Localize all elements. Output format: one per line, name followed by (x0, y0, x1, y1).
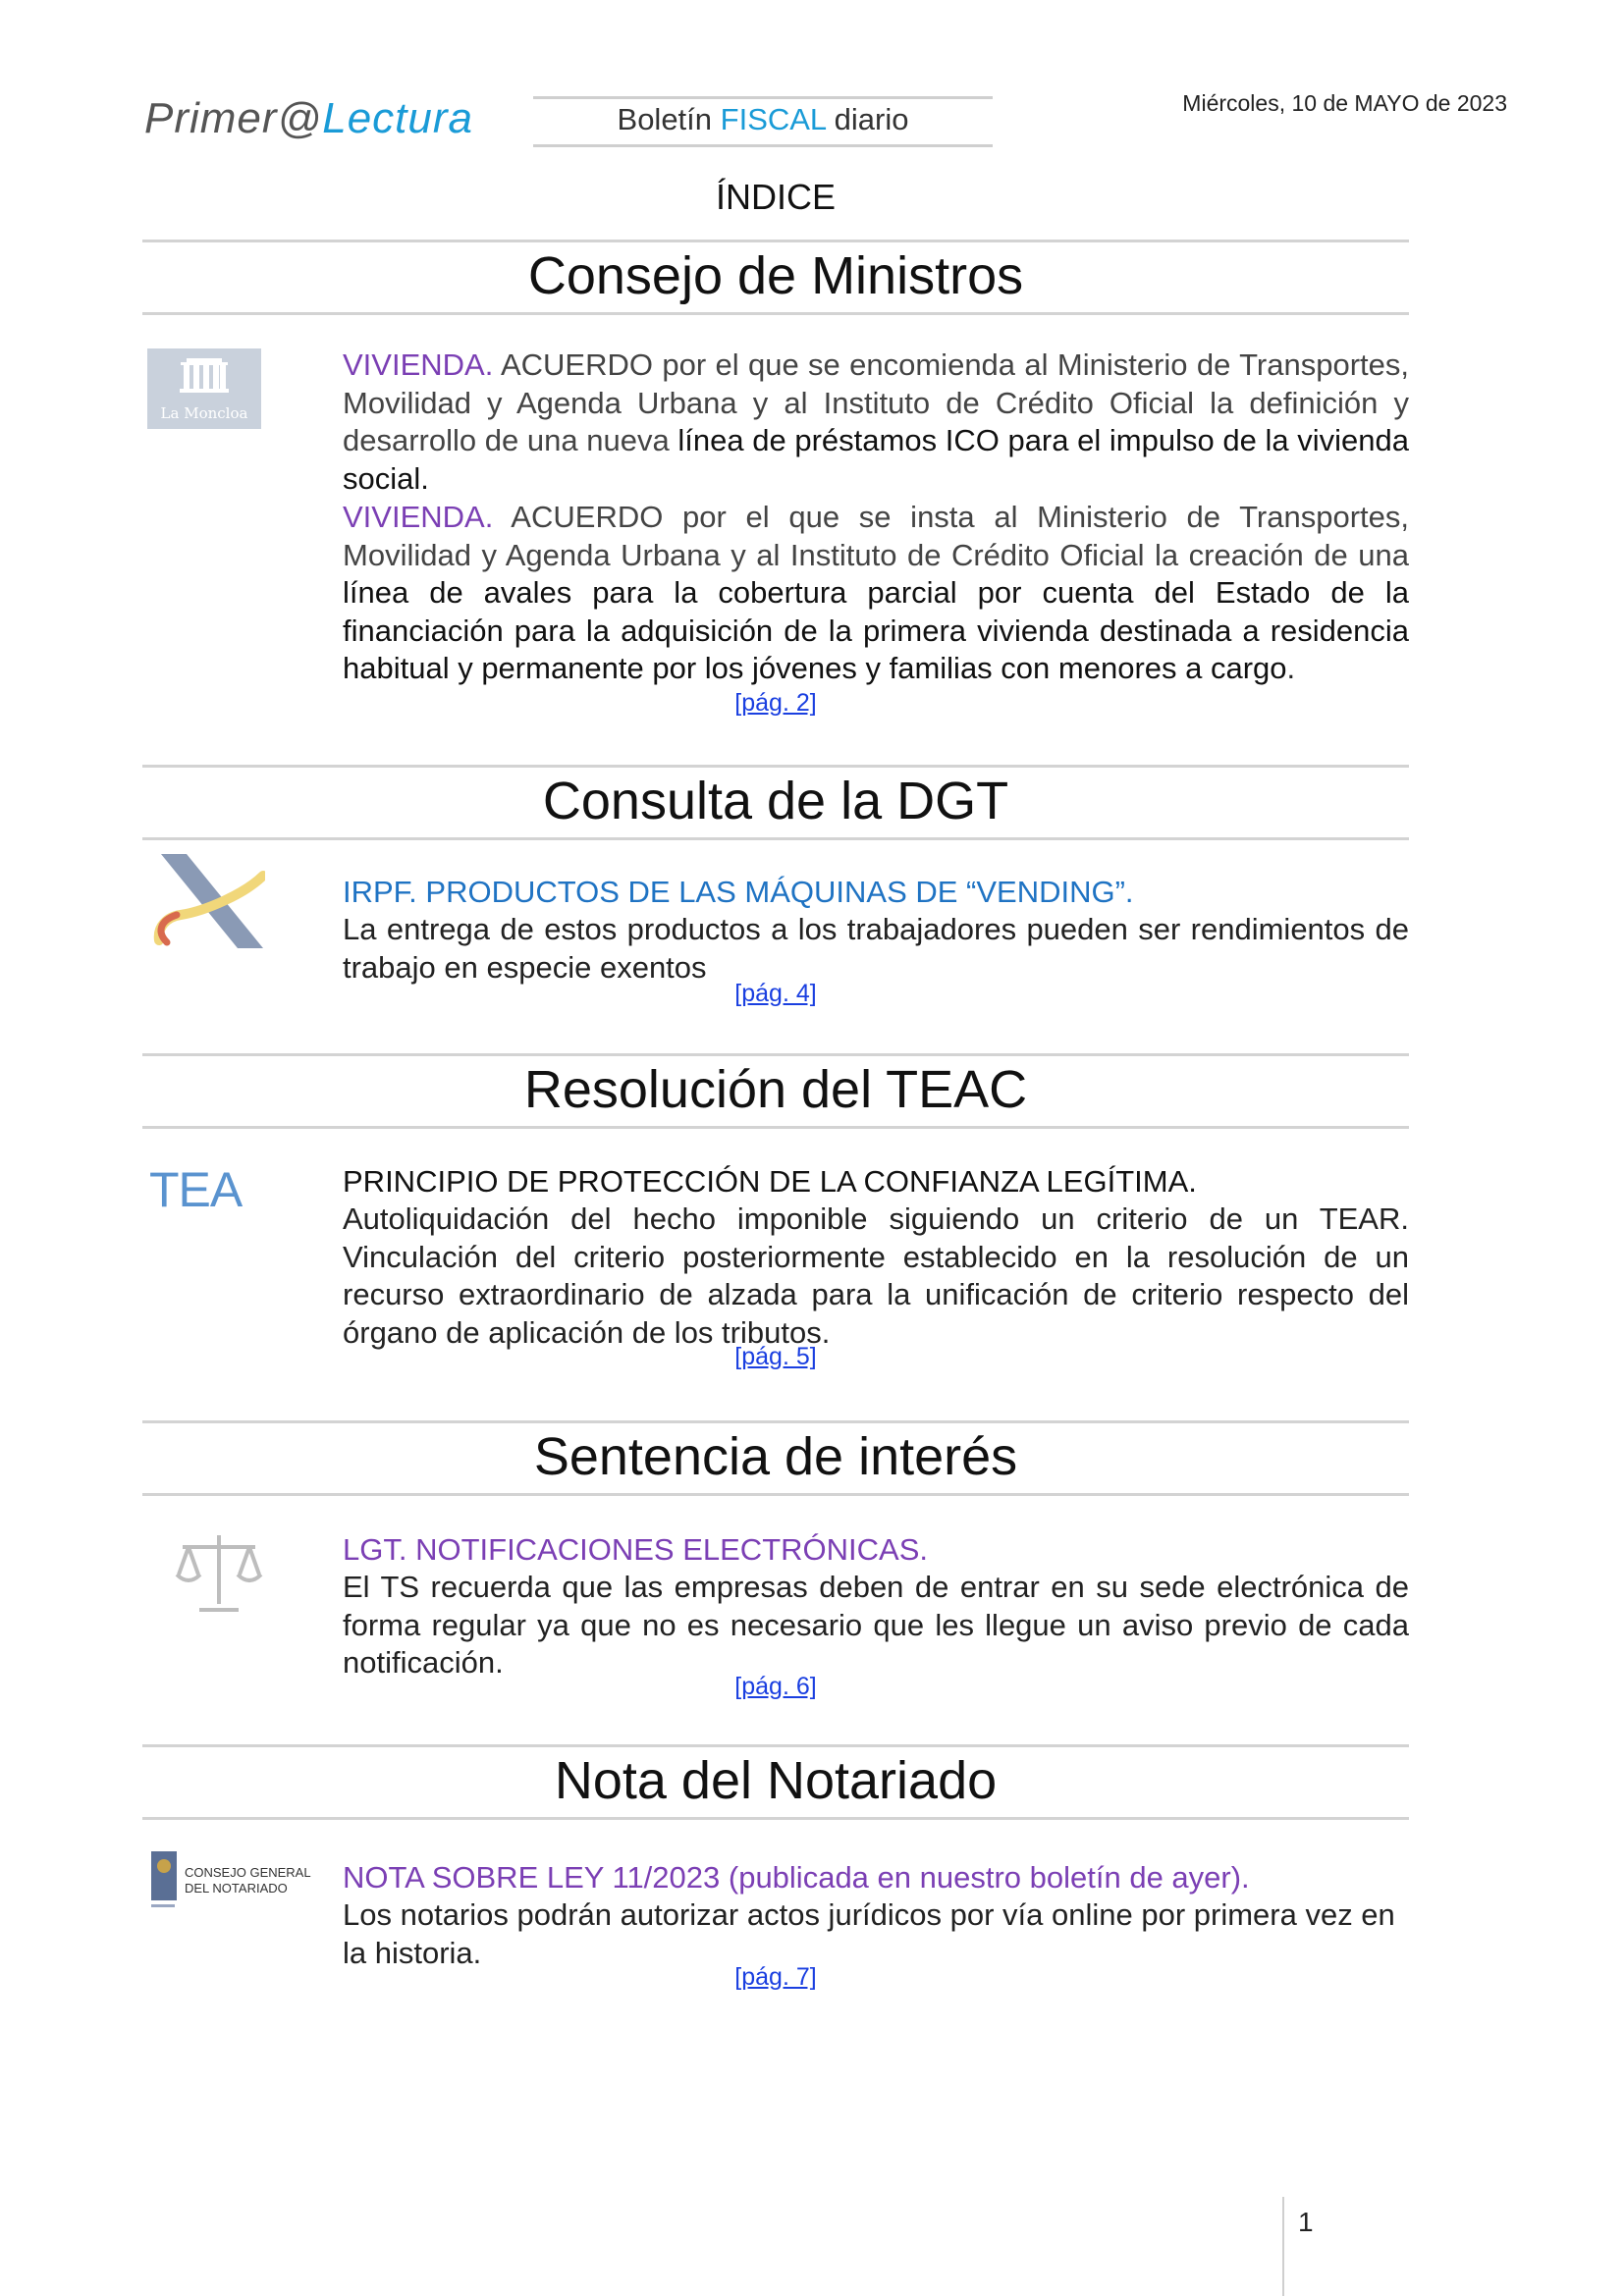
page-number-rule (1282, 2197, 1284, 2296)
sentencia-heading (343, 1531, 1409, 1570)
item-end: . (1286, 651, 1296, 685)
agencia-tributaria-logo-icon (147, 854, 265, 952)
page-link-sentencia (142, 1673, 1409, 1701)
item-highlight: línea de préstamos ICO para el impulso de la vivienda social. (343, 423, 1409, 496)
sentencia-text: El TS recuerda que las empresas deben de entrar en su sede electrónica de forma regular ya que no es necesario que les llegue un aviso previo de cada notificación. (343, 1570, 1409, 1680)
page-4-link[interactable]: [pág. 4] (734, 980, 817, 1007)
page-link-notariado (142, 1963, 1409, 1992)
tea-logo-icon: TEA (149, 1162, 243, 1217)
boletin-rule-bottom (533, 144, 993, 147)
section-title-teac: Resolución del TEAC (523, 1060, 1028, 1119)
notariado-heading-text: NOTA SOBRE LEY 11/2023 (343, 1860, 721, 1895)
consejo-item-2 (343, 499, 1409, 688)
page-link-teac (142, 1343, 1409, 1371)
section-divider (142, 1053, 1409, 1056)
section-title-dgt: Consulta de la DGT (542, 772, 1009, 830)
item-tag: VIVIENDA. (343, 347, 494, 382)
section-divider (142, 1420, 1409, 1423)
section-divider (142, 1493, 1409, 1496)
section-title-notariado: Nota del Notariado (554, 1751, 998, 1810)
notariado-text: Los notarios podrán autorizar actos jurídicos por vía online por primera vez en la historia. (343, 1897, 1395, 1970)
dgt-heading (343, 874, 1409, 912)
item-highlight: línea de avales para la cobertura parcial por cuenta del Estado de la financiación para la adquisición de la primera vivienda destinada a residencia habitual y permanente por los jóvenes y familias con menores a cargo (343, 575, 1409, 685)
page-6-link[interactable]: [pág. 6] (734, 1673, 817, 1700)
boletin-title (533, 102, 993, 137)
moncloa-logo-icon (147, 348, 261, 429)
logo-part-1: Primer@ (144, 94, 323, 142)
notariado-logo-icon (149, 1851, 326, 1916)
boletin-rule-top (533, 96, 993, 99)
dgt-heading-text: IRPF. PRODUCTOS DE LAS MÁQUINAS DE “VENDING”. (343, 875, 1134, 909)
notariado-logo-line-2: DEL NOTARIADO (185, 1881, 288, 1896)
page-number: 1 (1298, 2207, 1314, 2237)
logo-part-2: Lectura (322, 94, 473, 142)
section-divider (142, 312, 1409, 315)
item-tag: VIVIENDA. (343, 500, 494, 534)
section-divider (142, 765, 1409, 768)
dgt-text: La entrega de estos productos a los trabajadores pueden ser rendimientos de trabajo en especie exentos (343, 912, 1409, 985)
section-divider (142, 1744, 1409, 1747)
brand-logo (144, 94, 473, 143)
index-title: ÍNDICE (715, 177, 836, 217)
section-title-consejo: Consejo de Ministros (527, 246, 1024, 305)
notariado-logo-line-1: CONSEJO GENERAL (185, 1865, 311, 1880)
teac-text: Autoliquidación del hecho imponible siguiendo un criterio de un TEAR. Vinculación del criterio posteriormente establecido en la resolución de un recurso extraordinario de alzada para la unificación de criterio respecto del órgano de aplicación de los tributos. (343, 1201, 1409, 1350)
notariado-heading-extra: (publicada en nuestro boletín de ayer). (720, 1860, 1250, 1895)
item-text: ACUERDO por el que se encomienda al Ministerio de Transportes, Movilidad y Agenda Urbana y al Instituto de Crédito Oficial la definición y desarrollo de una nueva (343, 347, 1409, 457)
section-divider (142, 1126, 1409, 1129)
boletin-prefix: Boletín (617, 102, 721, 136)
publication-date: Miércoles, 10 de MAYO de 2023 (1182, 90, 1507, 116)
teac-heading (343, 1163, 1409, 1201)
page-7-link[interactable]: [pág. 7] (734, 1963, 817, 1991)
boletin-fiscal: FISCAL (720, 102, 827, 136)
boletin-suffix: diario (826, 102, 909, 136)
section-divider (142, 1817, 1409, 1820)
section-title-sentencia: Sentencia de interés (533, 1427, 1018, 1486)
page-2-link[interactable]: [pág. 2] (734, 689, 817, 717)
page-link-consejo (142, 689, 1409, 718)
sentencia-heading-text: LGT. NOTIFICACIONES ELECTRÓNICAS. (343, 1532, 928, 1567)
moncloa-label: La Moncloa (160, 404, 248, 422)
page-link-dgt (142, 980, 1409, 1008)
scales-of-justice-icon (175, 1531, 263, 1618)
item-text: ACUERDO por el que se insta al Ministerio de Transportes, Movilidad y Agenda Urbana y al Instituto de Crédito Oficial la creación de una (343, 500, 1409, 572)
teac-heading-text: PRINCIPIO DE PROTECCIÓN DE LA CONFIANZA LEGÍTIMA. (343, 1164, 1197, 1199)
section-divider (142, 837, 1409, 840)
page-5-link[interactable]: [pág. 5] (734, 1343, 817, 1370)
notariado-heading (343, 1859, 1409, 1897)
consejo-item-1 (343, 347, 1409, 498)
section-divider (142, 240, 1409, 242)
